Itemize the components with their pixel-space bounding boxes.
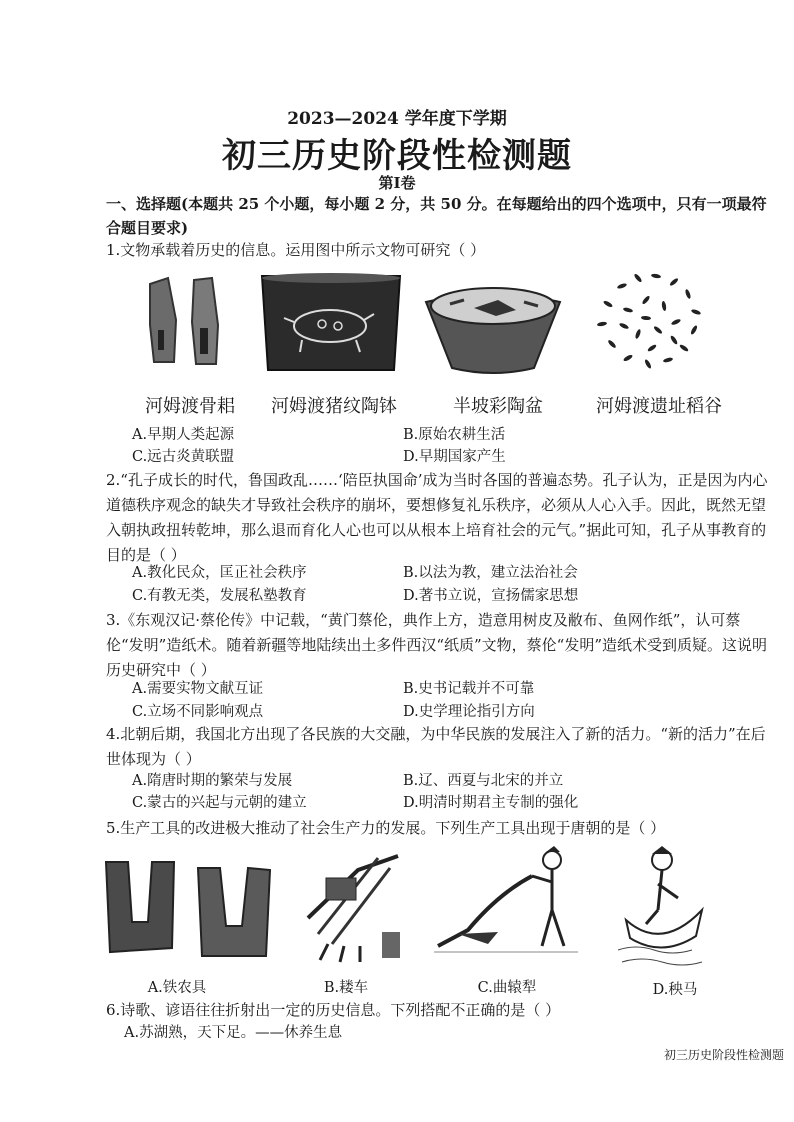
q1-option-a: A.早期人类起源: [132, 427, 235, 443]
q4-stem: 4.北朝后期，我国北方出现了各民族的大交融，为中华民族的发展注入了新的活力。“新的活力”在后世体现为（ ）: [106, 725, 766, 768]
q4-option-b: B.辽、西夏与北宋的并立: [403, 773, 564, 789]
q4-option-c: C.蒙古的兴起与元朝的建立: [132, 795, 307, 811]
q4-option-d: D.明清时期君主专制的强化: [403, 795, 579, 811]
q1-option-d: D.早期国家产生: [403, 449, 506, 465]
bone-spade-image: [138, 270, 238, 370]
q1-caption-2: 河姆渡猪纹陶钵: [271, 396, 397, 417]
q3-option-b: B.史书记载并不可靠: [403, 681, 535, 697]
q5-caption-b: B.耧车: [323, 980, 369, 996]
q3-stem: 3.《东观汉记·蔡伦传》中记载，“黄门蔡伦，典作上方，造意用树皮及敝布、鱼网作纸”，认可蔡伦“发明”造纸术。随着新疆等地陆续出土多件西汉“纸质”文物，蔡伦“发明”造纸术受到质疑。这说明历史研究中（ ）: [106, 611, 768, 679]
q2-option-b: B.以法为教，建立法治社会: [403, 565, 578, 581]
rice-transplanting-horse-image: [616, 840, 708, 970]
q1-option-c: C.远古炎黄联盟: [132, 449, 235, 465]
q1-option-b: B.原始农耕生活: [403, 427, 506, 443]
rice-grains-image: [588, 264, 710, 374]
q3-option-c: C.立场不同影响观点: [132, 704, 264, 720]
q2-option-c: C.有教无类，发展私塾教育: [132, 588, 307, 604]
q3-option-d: D.史学理论指引方向: [403, 704, 535, 720]
curved-plow-image: [428, 842, 588, 964]
q6-option-a: A.苏湖熟，天下足。——休养生息: [124, 1025, 343, 1041]
q5-caption-d: D.秧马: [652, 982, 698, 998]
section-heading: 一、选择题(本题共 25 个小题，每小题 2 分，共 50 分。在每题给出的四个选项中，只有一项最符合题目要求): [106, 195, 767, 237]
q1-caption-1: 河姆渡骨耜: [145, 396, 235, 417]
q2-option-a: A.教化民众，匡正社会秩序: [132, 565, 307, 581]
q2-stem: 2.“孔子成长的时代，鲁国政乱……‘陪臣执国命’成为当时各国的普遍态势。孔子认为，正是因为内心道德秩序观念的缺失才导致社会秩序的崩坏，要想修复礼乐秩序，必须从人心入手。因此，既然无望入朝执政扭转乾坤，那么退而育化人心也可以从根本上培育社会的元气。”据此可知，孔子从事教育的目的是（ ）: [106, 471, 768, 564]
q1-caption-3: 半坡彩陶盆: [453, 396, 543, 417]
pig-pattern-bowl-image: [256, 268, 406, 380]
seed-drill-image: [298, 848, 408, 964]
q5-caption-c: C.曲辕犁: [477, 980, 537, 996]
page-footer: 初三历史阶段性检测题: [663, 1048, 784, 1062]
iron-tools-image: [102, 852, 282, 962]
q5-stem: 5.生产工具的改进极大推动了社会生产力的发展。下列生产工具出现于唐朝的是（ ）: [106, 819, 666, 837]
q4-option-a: A.隋唐时期的繁荣与发展: [132, 773, 293, 789]
q2-option-d: D.著书立说，宣扬儒家思想: [403, 588, 579, 604]
exam-year: 2023—2024 学年度下学期: [287, 109, 507, 129]
q6-stem: 6.诗歌、谚语往往折射出一定的历史信息。下列搭配不正确的是（ ）: [106, 1001, 561, 1019]
q5-caption-a: A.铁农具: [147, 980, 207, 996]
q1-caption-4: 河姆渡遗址稻谷: [596, 396, 722, 417]
exam-volume: 第Ⅰ卷: [378, 174, 416, 192]
exam-title: 初三历史阶段性检测题: [222, 136, 572, 176]
q1-stem: 1.文物承载着历史的信息。运用图中所示文物可研究（ ）: [106, 241, 486, 259]
q3-option-a: A.需要实物文献互证: [132, 681, 264, 697]
painted-pottery-basin-image: [422, 282, 564, 377]
